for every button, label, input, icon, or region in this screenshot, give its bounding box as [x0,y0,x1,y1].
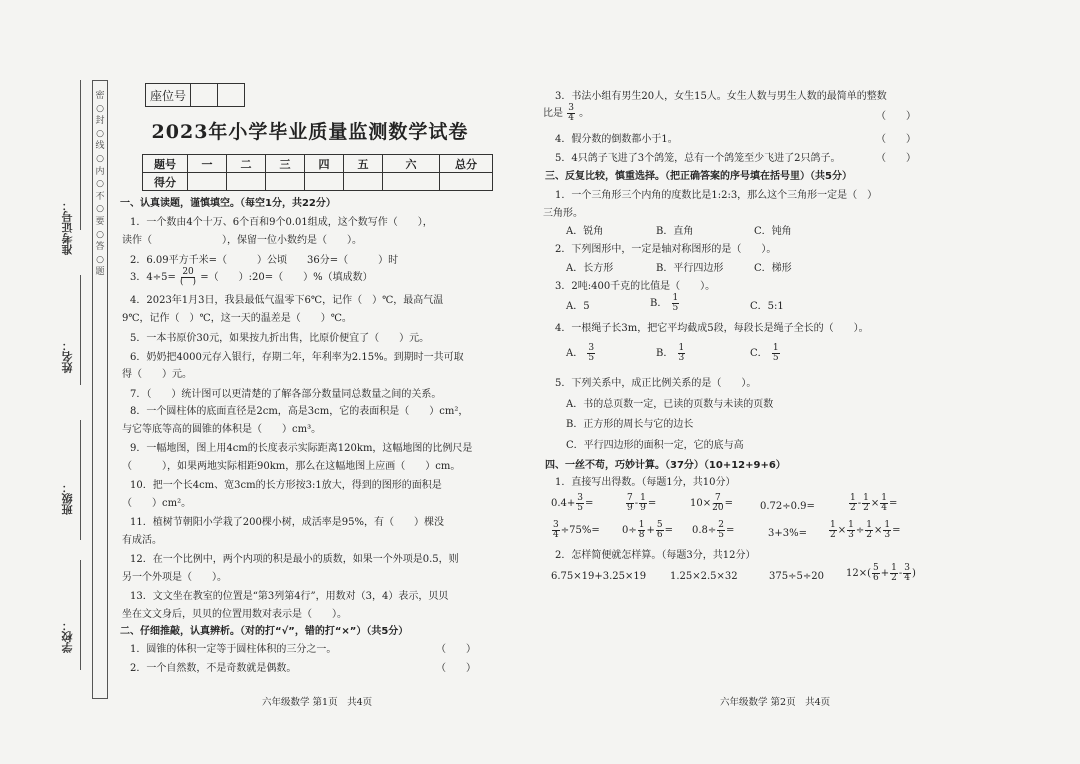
answer-paren[interactable]: （ ） [876,153,916,164]
question-10-line-1: 10．把一个长4cm、宽3cm的长方形按3:1放大，得到的图形的面积是 [130,480,442,491]
judge-1: 1．圆锥的体积一定等于圆柱体积的三分之一。 [130,644,337,655]
choice-2-option-c: C．梯形 [754,263,792,274]
fraction-numerator: 3 [588,343,595,353]
section-2-heading: 二、仔细推敲，认真辨析。（对的打“√”，错的打“×”）（共5分） [120,626,409,637]
option-b-label: B． [650,298,668,309]
page-footer-2: 六年级数学 第2页 共4页 [720,697,831,708]
fraction-numerator: 20 [182,267,194,277]
fraction-numerator: 1 [772,343,779,353]
page-footer-1: 六年级数学 第1页 共4页 [262,697,373,708]
seat-label: 座位号 [146,84,191,107]
choice-2-option-b: B．平行四边形 [656,263,724,274]
simplify-item-4: 12×( $\frac{5}{6}$ + $\frac{1}{2}$ - $\frac{3}{4}$ ) [846,563,916,583]
choice-1-line-2: 三角形。 [543,208,583,219]
score-cell[interactable] [344,173,383,191]
score-cell[interactable] [188,173,227,191]
question-3 [130,268,373,287]
question-1-line-2: 读作（ ），保留一位小数约是（ ）。 [122,235,362,246]
question-10-line-2: （ ）cm²。 [122,498,192,509]
judge-3-suffix: 。 [579,108,590,119]
section-3-heading: 三、反复比较，慎重选择。（把正确答案的序号填在括号里）（共5分） [545,171,852,182]
answer-paren[interactable]: （ ） [436,644,476,655]
judge-4: 4．假分数的倒数都小于1。 [555,134,678,145]
question-13-line-1: 13．文文坐在教室的位置是“第3列第4行”，用数对（3，4）表示，贝贝 [130,591,449,602]
fill-line [80,275,81,385]
judge-3-line-1: 3．书法小组有男生20人，女生15人。女生人数与男生人数的最简单的整数 [555,91,887,102]
option-b-fraction [678,344,686,363]
choice-5-option-a: A．书的总页数一定，已读的页数与未读的页数 [566,399,774,410]
option-a-fraction [587,344,595,363]
calc-part-2: 2．怎样简便就怎样算。（每题3分，共12分） [555,550,756,561]
option-c-fraction [772,344,780,363]
calc-item: $\frac{1}{2}$ - $\frac{1}{2}$ × $\frac{1}{4}$ = [850,493,898,513]
choice-5: 5．下列关系中，成正比例关系的是（ ）。 [555,378,757,389]
choice-5-option-c: C．平行四边形的面积一定，它的底与高 [566,440,744,451]
judge-3-prefix: 比是 [543,108,563,119]
calc-item: 0.8÷ $\frac{2}{5}$ = [692,520,735,540]
score-cell[interactable] [440,173,493,191]
calc-item: 0.4+ $\frac{3}{5}$ = [551,493,594,513]
question-7: 7．（ ）统计图可以更清楚的了解各部分数量同总数量之间的关系。 [130,389,442,400]
fraction-denominator: 4 [568,113,574,123]
fill-line [80,80,81,230]
question-13-line-2: 坐在文文身后，贝贝的位置用数对表示是（ ）。 [122,609,347,620]
score-header: 三 [266,155,305,173]
option-c-label: C． [750,348,768,359]
score-table [142,154,493,191]
choice-3-option-c: C．5:1 [750,301,784,312]
label-name: 姓名： [61,340,74,373]
question-3-suffix: =（ ）:20=（ ）%（填成数） [200,272,373,283]
question-8-line-1: 8．一个圆柱体的底面直径是2cm，高是3cm，它的表面积是（ ）cm²， [130,406,469,417]
question-12-line-2: 另一个外项是（ ）。 [122,572,227,583]
question-11-line-2: 有成活。 [122,535,162,546]
answer-paren[interactable]: （ ） [436,663,476,674]
choice-4: 4．一根绳子长3m，把它平均截成5段，每段长是绳子全长的（ ）。 [555,323,869,334]
calc-item: 0.72÷0.9= [760,501,815,512]
simplify-item-3: 375÷5÷20 [769,571,824,582]
choice-3-option-a: A．5 [566,301,590,312]
score-cell[interactable] [266,173,305,191]
choice-5-option-b: B．正方形的周长与它的边长 [566,419,694,430]
score-cell[interactable] [383,173,440,191]
question-4-line-2: 9℃，记作（ ）℃，这一天的温差是（ ）℃。 [122,313,352,324]
choice-1-line-1: 1．一个三角形三个内角的度数比是1:2:3，那么这个三角形一定是（ ） [555,190,878,201]
choice-3: 3．2吨:400千克的比值是（ ）。 [555,281,716,292]
seat-number-box [145,83,245,107]
question-9-line-1: 9．一幅地图，图上用4cm的长度表示实际距离120km，这幅地图的比例尺是 [130,443,473,454]
section-1-heading: 一、认真读题，谨慎填空。（每空1分，共22分） [120,198,336,209]
label-school: 学校： [61,620,74,653]
choice-1-option-b: B．直角 [656,226,694,237]
fraction-numerator: 3 [568,103,574,113]
expr-suffix: ) [912,568,916,579]
score-header: 四 [305,155,344,173]
choice-2-option-a: A．长方形 [566,263,614,274]
choice-4-option-c [750,344,781,363]
question-4-line-1: 4．2023年1月3日，我县最低气温零下6℃，记作（ ）℃，最高气温 [130,295,444,306]
question-1-line-1: 1．一个数由4个十万、6个百和9个0.01组成，这个数写作（ ）， [130,217,433,228]
choice-4-option-b [656,344,686,363]
question-6-line-1: 6．奶奶把4000元存入银行，存期二年，年利率为2.15%。到期时一共可取 [130,352,464,363]
score-cell[interactable] [305,173,344,191]
calc-item: 10× $\frac{7}{20}$ = [690,493,733,513]
binding-strip-text: 密○封○线○内○不○要○答○题 [95,91,105,278]
section-4-heading: 四、一丝不苟，巧妙计算。（37分）（10+12+9+6） [545,460,786,471]
label-exam-number: 准考证号： [61,200,74,255]
simplify-item-2: 1.25×2.5×32 [670,571,738,582]
score-header: 五 [344,155,383,173]
question-8-line-2: 与它等底等高的圆锥的体积是（ ）cm³。 [122,424,322,435]
simplify-item-1: 6.75×19+3.25×19 [551,571,647,582]
question-12-line-1: 12．在一个比例中，两个内项的积是最小的质数，如果一个外项是0.5，则 [130,554,459,565]
option-b-label: B． [656,348,674,359]
page-title: 2023年小学毕业质量监测数学试卷 [151,121,469,143]
label-class: 班级： [61,482,74,515]
seat-cell[interactable] [191,84,218,107]
choice-2: 2．下列图形中，一定是轴对称图形的是（ ）。 [555,244,777,255]
fraction-denominator: 5 [672,303,679,313]
fraction-numerator: 1 [672,293,679,303]
question-3-prefix: 3．4÷5= [130,272,176,283]
question-3-fraction [180,268,196,287]
score-header: 一 [188,155,227,173]
fraction-denominator: 5 [772,353,779,363]
fraction-denominator: 3 [678,353,685,363]
choice-4-option-a [566,344,596,363]
calc-item: $\frac{7}{9}$ - $\frac{1}{9}$ = [627,493,657,513]
calc-item: 3+3%= [768,528,807,539]
fill-line [80,420,81,540]
judge-3-line-2 [543,104,589,123]
fraction-numerator: 1 [678,343,685,353]
question-11-line-1: 11．植树节朝阳小学栽了200棵小树，成活率是95%，有（ ）棵没 [130,517,445,528]
fraction-denominator: ( ) [180,277,197,287]
answer-paren[interactable]: （ ） [876,111,916,122]
calc-item: $\frac{1}{2}$ × $\frac{1}{3}$ ÷ $\frac{1}{2}$ × $\frac{1}{3}$ = [830,520,901,540]
calc-part-1: 1．直接写出得数。（每题1分，共10分） [555,477,736,488]
choice-1-option-c: C．钝角 [754,226,792,237]
calc-item: $\frac{3}{4}$ ÷75%= [553,520,600,540]
fill-line [80,560,81,670]
score-row-label: 得分 [143,173,188,191]
question-5: 5．一本书原价30元，如果按九折出售，比原价便宜了（ ）元。 [130,333,430,344]
judge-3-fraction [567,104,575,123]
option-a-label: A． [566,348,584,359]
question-2: 2．6.09平方千米=（ ）公顷 36分=（ ）时 [130,255,399,266]
question-6-line-2: 得（ ）元。 [122,369,192,380]
score-header: 六 [383,155,440,173]
score-header: 题号 [143,155,188,173]
judge-5: 5．4只鸽子飞进了3个鸽笼，总有一个鸽笼至少飞进了2只鸽子。 [555,153,841,164]
score-header: 总分 [440,155,493,173]
score-cell[interactable] [227,173,266,191]
judge-2: 2．一个自然数，不是奇数就是偶数。 [130,663,297,674]
choice-3-option-b-fraction [672,294,680,313]
fraction-denominator: 5 [588,353,595,363]
expr-prefix: 12×( [846,568,872,579]
seat-cell[interactable] [218,84,245,107]
calc-item: 0÷ $\frac{1}{8}$ + $\frac{5}{6}$ = [622,520,673,540]
choice-3-option-b [650,294,680,313]
answer-paren[interactable]: （ ） [876,134,916,145]
score-header: 二 [227,155,266,173]
question-9-line-2: （ ），如果两地实际相距90km，那么在这幅地图上应画（ ）cm。 [122,461,461,472]
choice-1-option-a: A．锐角 [566,226,604,237]
